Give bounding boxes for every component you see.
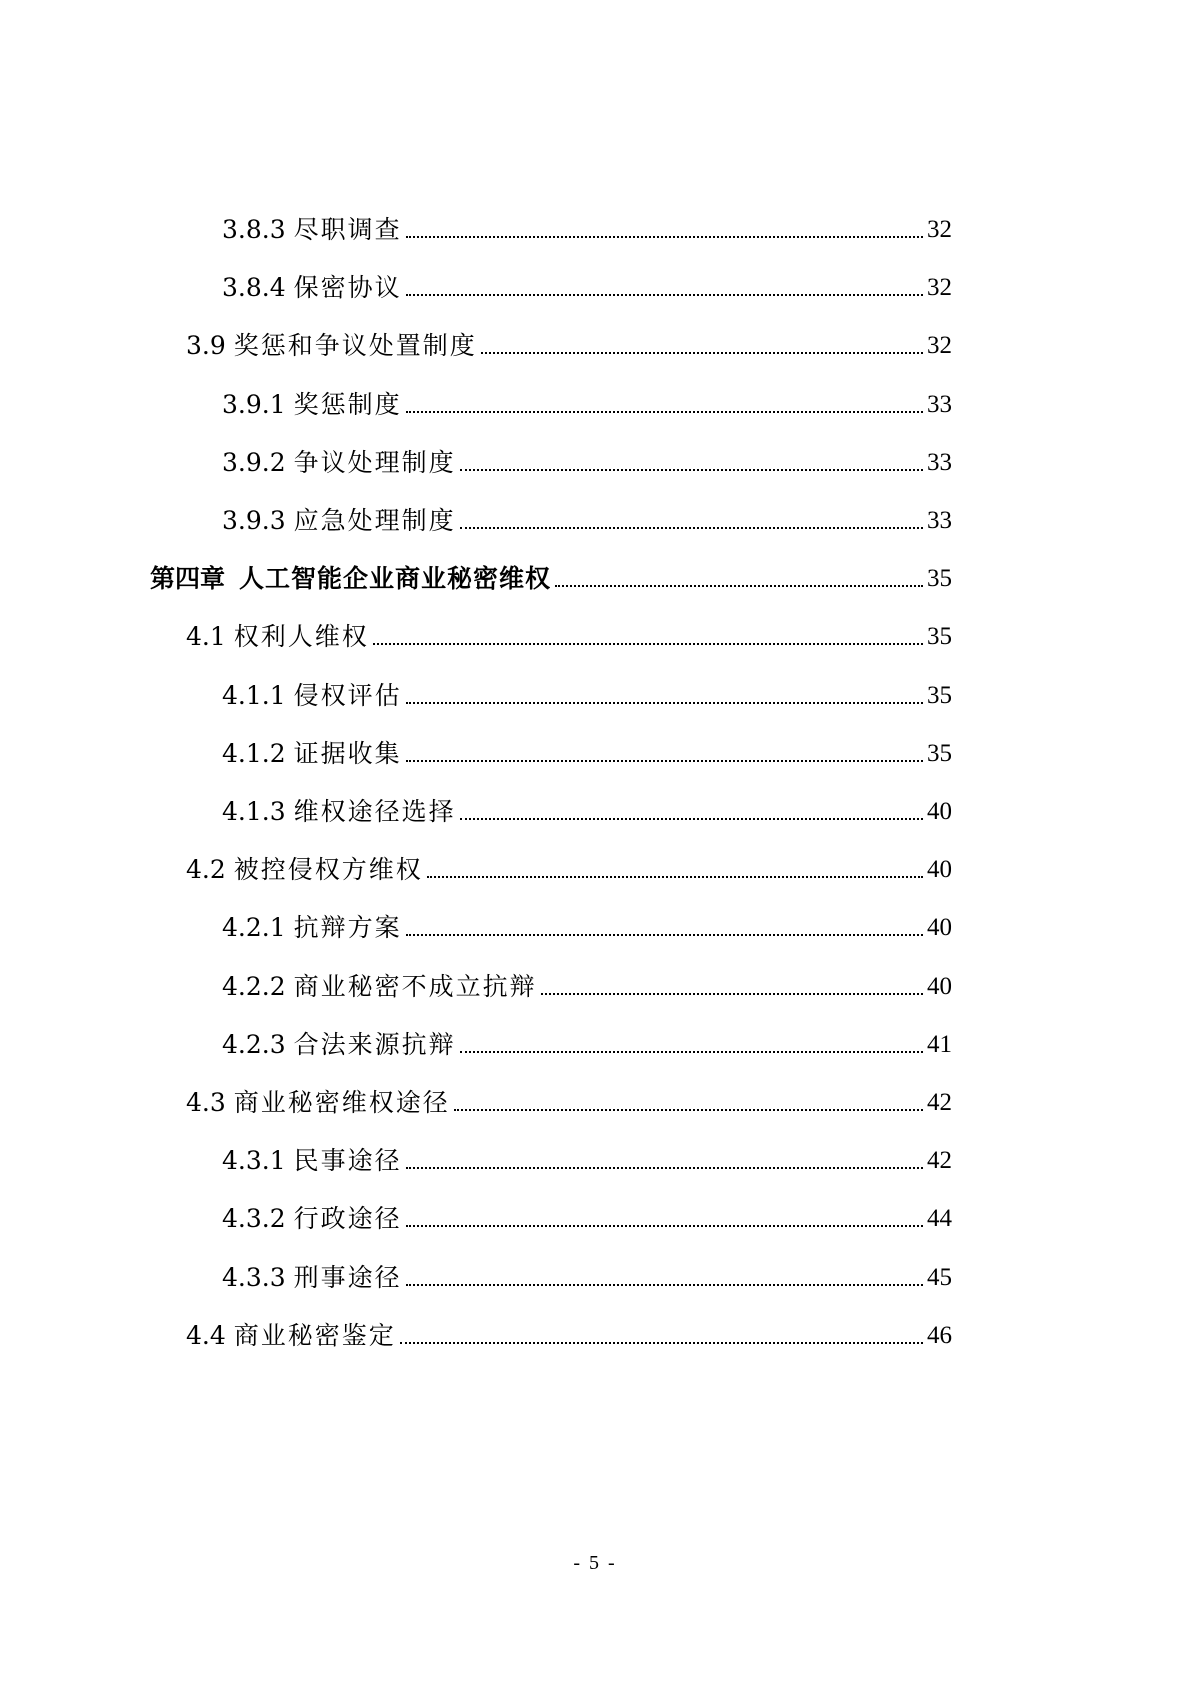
toc-entry-page: 33 [927, 507, 952, 534]
toc-entry[interactable] [222, 263, 952, 303]
toc-entry-title: 尽职调查 [293, 215, 402, 244]
dot-leader [406, 411, 923, 413]
toc-entry-title: 奖惩和争议处置制度 [233, 331, 477, 360]
toc-entry-label [222, 1204, 402, 1234]
toc-entry[interactable] [222, 205, 952, 245]
toc-entry-title: 商业秘密维权途径 [233, 1088, 450, 1117]
toc-entry-label [222, 273, 402, 303]
toc-entry-page: 41 [927, 1031, 952, 1058]
toc-entry-title: 应急处理制度 [293, 506, 456, 535]
toc-entry-label [222, 739, 402, 769]
toc-entry-title: 保密协议 [293, 273, 402, 302]
toc-entry-label [186, 1088, 450, 1118]
toc-entry[interactable] [222, 1194, 952, 1234]
toc-entry[interactable] [222, 1020, 952, 1060]
toc-entry-page: 33 [927, 391, 952, 418]
toc-entry-label [222, 448, 456, 478]
toc-entry-number: 3.8.4 [222, 273, 286, 302]
dot-leader [406, 702, 923, 704]
toc-entry-title: 证据收集 [293, 739, 402, 768]
toc-entry-number: 3.9 [186, 331, 226, 360]
toc-entry-page: 33 [927, 449, 952, 476]
toc-entry-page: 45 [927, 1264, 952, 1291]
toc-entry-number: 4.2.3 [222, 1030, 286, 1059]
dot-leader [406, 236, 923, 238]
toc-entry-label [150, 564, 551, 594]
toc-entry-label [222, 797, 456, 827]
page-number: - 5 - [573, 1552, 617, 1574]
toc-entry-label [186, 331, 477, 361]
toc-entry[interactable] [186, 845, 952, 885]
toc-entry-title: 被控侵权方维权 [233, 855, 423, 884]
toc-entry-page: 32 [927, 274, 952, 301]
dot-leader [460, 469, 923, 471]
toc-entry-title: 权利人维权 [233, 622, 369, 651]
toc-entry-number: 3.9.2 [222, 448, 286, 477]
dot-leader [460, 1051, 923, 1053]
toc-entry-page: 44 [927, 1205, 952, 1232]
toc-entry[interactable] [222, 1136, 952, 1176]
toc-entry-page: 32 [927, 332, 952, 359]
toc-entry[interactable] [222, 729, 952, 769]
toc-entry-label [222, 1030, 456, 1060]
toc-entry-title: 民事途径 [293, 1146, 402, 1175]
dot-leader [406, 934, 923, 936]
toc-entry-label [222, 1263, 402, 1293]
toc-entry-title: 侵权评估 [293, 681, 402, 710]
dot-leader [400, 1342, 923, 1344]
toc-entry-number: 4.3.3 [222, 1263, 286, 1292]
toc-entry-label [222, 506, 456, 536]
toc-entry-title: 奖惩制度 [293, 390, 402, 419]
dot-leader [454, 1109, 923, 1111]
toc-entry-title: 人工智能企业商业秘密维权 [239, 564, 552, 593]
toc-entry-number: 4.1.3 [222, 797, 286, 826]
toc-entry-title: 商业秘密不成立抗辩 [293, 972, 537, 1001]
toc-entry-number: 4.1 [186, 622, 226, 651]
toc-entry-page: 46 [927, 1322, 952, 1349]
toc-entry-number: 4.3.1 [222, 1146, 286, 1175]
toc-entry[interactable] [222, 1253, 952, 1293]
dot-leader [481, 352, 923, 354]
toc-entry-page: 40 [927, 856, 952, 883]
toc-entry-label [186, 1321, 396, 1351]
toc-entry-number: 4.3 [186, 1088, 226, 1117]
toc-entry-title: 行政途径 [293, 1204, 402, 1233]
toc-entry-page: 32 [927, 216, 952, 243]
dot-leader [406, 294, 923, 296]
toc-entry-number: 3.9.1 [222, 390, 286, 419]
dot-leader [406, 1225, 923, 1227]
toc-entry[interactable] [222, 438, 952, 478]
toc-entry-title: 合法来源抗辩 [293, 1030, 456, 1059]
toc-entry-page: 35 [927, 682, 952, 709]
toc-entry-label [186, 622, 369, 652]
toc-entry[interactable] [222, 380, 952, 420]
dot-leader [427, 876, 923, 878]
toc-entry-number: 4.1.1 [222, 681, 286, 710]
dot-leader [460, 818, 923, 820]
toc-entry[interactable] [222, 903, 952, 943]
dot-leader [555, 585, 923, 587]
toc-entry-number: 3.9.3 [222, 506, 286, 535]
toc-entry-page: 35 [927, 565, 952, 592]
toc-entry-number: 4.4 [186, 1321, 226, 1350]
toc-entry-number: 4.2.2 [222, 972, 286, 1001]
toc-entry-title: 争议处理制度 [293, 448, 456, 477]
toc-entry-page: 42 [927, 1147, 952, 1174]
toc-entry-page: 40 [927, 914, 952, 941]
dot-leader [406, 1167, 923, 1169]
toc-entry[interactable] [186, 1311, 952, 1351]
toc-entry-page: 40 [927, 973, 952, 1000]
toc-entry[interactable] [186, 321, 952, 361]
toc-entry[interactable] [186, 612, 952, 652]
toc-entry-label [222, 1146, 402, 1176]
dot-leader [460, 527, 923, 529]
dot-leader [373, 643, 923, 645]
toc-entry[interactable] [222, 496, 952, 536]
toc-entry-page: 35 [927, 623, 952, 650]
toc-entry-number: 4.3.2 [222, 1204, 286, 1233]
toc-entry[interactable] [222, 671, 952, 711]
toc-entry-title: 维权途径选择 [293, 797, 456, 826]
toc-chapter-entry[interactable] [150, 554, 952, 594]
toc-entry-number: 4.2 [186, 855, 226, 884]
toc-entry[interactable] [222, 787, 952, 827]
toc-entry[interactable] [222, 962, 952, 1002]
dot-leader [406, 1284, 923, 1286]
toc-entry-title: 抗辩方案 [293, 913, 402, 942]
toc-entry-page: 40 [927, 798, 952, 825]
dot-leader [541, 993, 923, 995]
toc-entry-page: 42 [927, 1089, 952, 1116]
toc-entry-number: 4.2.1 [222, 913, 286, 942]
toc-entry-label [222, 913, 402, 943]
toc-entry-label [222, 390, 402, 420]
dot-leader [406, 760, 923, 762]
toc-entry-page: 35 [927, 740, 952, 767]
toc-entry-number: 第四章 [150, 564, 226, 593]
toc-entry-label [222, 972, 537, 1002]
toc-entry-label [222, 215, 402, 245]
toc-entry-title: 刑事途径 [293, 1263, 402, 1292]
toc-entry-number: 3.8.3 [222, 215, 286, 244]
toc-entry-number: 4.1.2 [222, 739, 286, 768]
toc-entry[interactable] [186, 1078, 952, 1118]
toc-entry-label [186, 855, 423, 885]
toc-entry-label [222, 681, 402, 711]
toc-entry-title: 商业秘密鉴定 [233, 1321, 396, 1350]
